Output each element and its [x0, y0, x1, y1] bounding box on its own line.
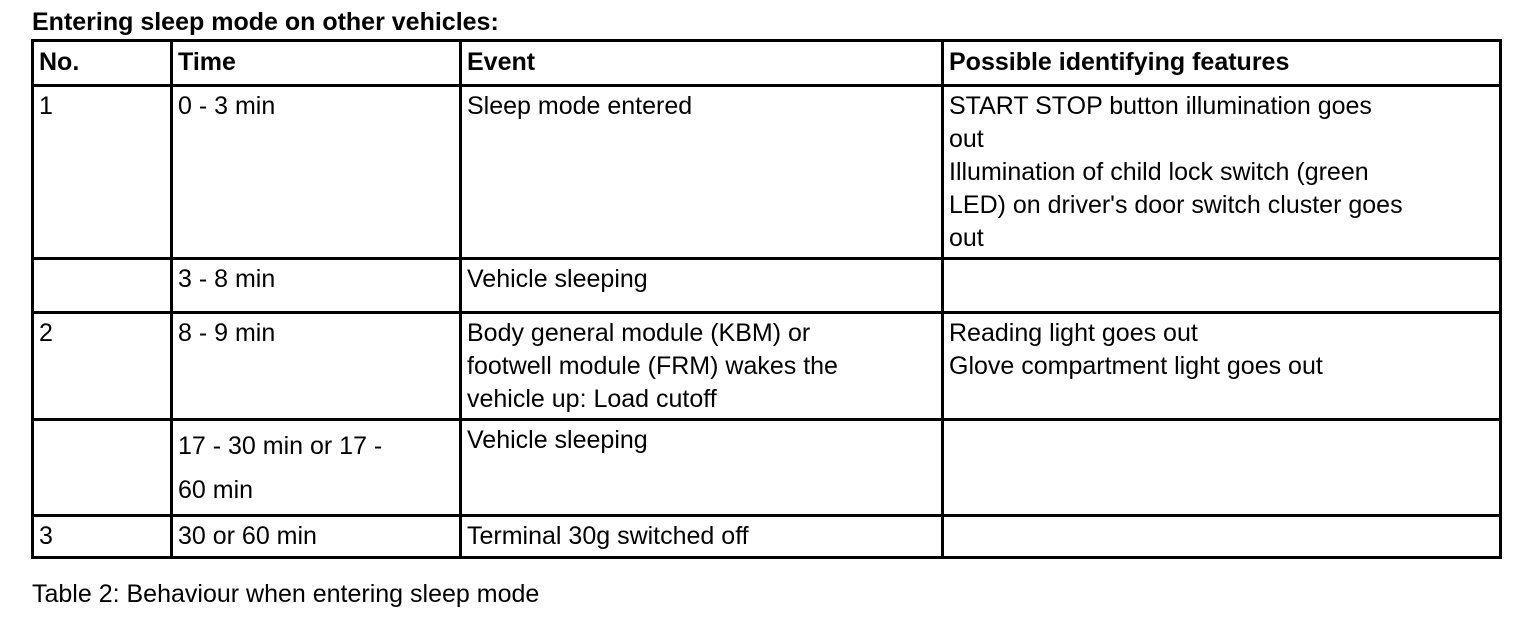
cell-no-text: 1: [39, 92, 53, 120]
cell-event: [461, 516, 943, 558]
cell-time-text: 3 - 8 min: [178, 265, 276, 293]
table-caption: Table 2: Behaviour when entering sleep mode: [32, 580, 540, 608]
table-row: [33, 516, 1501, 558]
cell-time: [172, 259, 461, 313]
cell-features: [943, 259, 1501, 313]
cell-no-text: 3: [39, 522, 53, 550]
cell-features-text: Reading light goes out Glove compartment light goes out: [949, 319, 1323, 380]
cell-time-text: 17 - 30 min or 17 - 60 min: [178, 432, 383, 504]
cell-time-text: 0 - 3 min: [178, 92, 276, 120]
cell-event-text: Terminal 30g switched off: [467, 522, 749, 550]
header-no: No.: [33, 41, 172, 86]
table-row: [33, 420, 1501, 516]
cell-event: [461, 313, 943, 420]
table-heading: Entering sleep mode on other vehicles:: [32, 8, 499, 36]
cell-no: [33, 516, 172, 558]
cell-event: [461, 259, 943, 313]
cell-time-text: 30 or 60 min: [178, 522, 317, 550]
header-features: Possible identifying features: [943, 41, 1501, 86]
cell-no-text: 2: [39, 319, 53, 347]
cell-time: [172, 86, 461, 259]
cell-event-text: Sleep mode entered: [467, 92, 693, 120]
cell-no: [33, 259, 172, 313]
header-time: Time: [172, 41, 461, 86]
cell-features-text: START STOP button illumination goes out Illumination of child lock switch (green LED) on driver's door switch cluster goes out: [949, 92, 1403, 252]
cell-event-text: Vehicle sleeping: [467, 426, 648, 454]
cell-features: [943, 516, 1501, 558]
table-header-row: [33, 41, 1501, 86]
cell-features: [943, 86, 1501, 259]
cell-time-text: 8 - 9 min: [178, 319, 276, 347]
cell-features: [943, 313, 1501, 420]
cell-no: [33, 313, 172, 420]
sleep-mode-table: [31, 39, 1502, 559]
table-row: [33, 86, 1501, 259]
table-row: [33, 313, 1501, 420]
cell-time: [172, 313, 461, 420]
cell-time: [172, 420, 461, 516]
cell-event: [461, 86, 943, 259]
cell-no: [33, 420, 172, 516]
header-event: Event: [461, 41, 943, 86]
cell-event-text: Body general module (KBM) or footwell module (FRM) wakes the vehicle up: Load cutoff: [467, 319, 838, 413]
cell-features: [943, 420, 1501, 516]
cell-event: [461, 420, 943, 516]
cell-event-text: Vehicle sleeping: [467, 265, 648, 293]
cell-time: [172, 516, 461, 558]
table-row: [33, 259, 1501, 313]
cell-no: [33, 86, 172, 259]
